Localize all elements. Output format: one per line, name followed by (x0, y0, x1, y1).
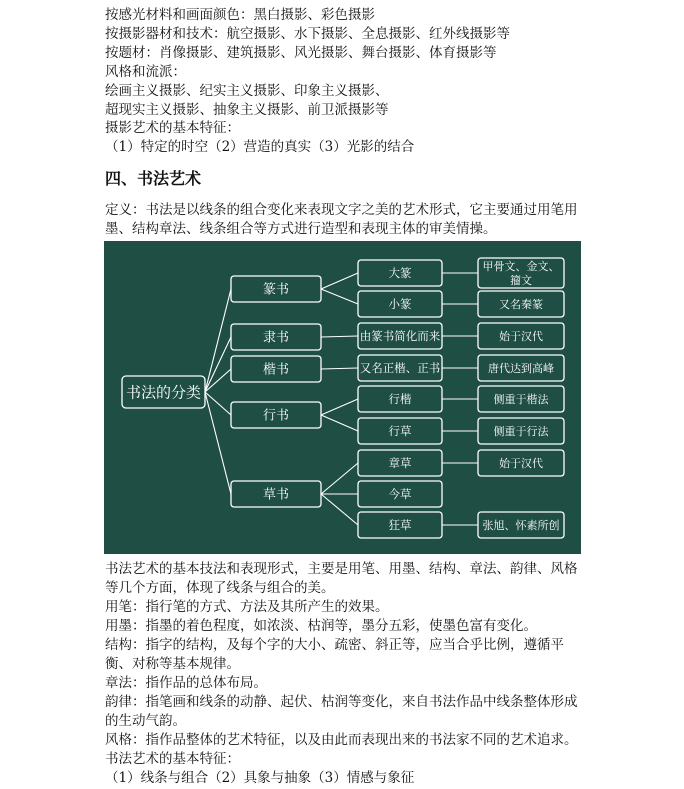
note-label: 唐代达到高峰 (488, 361, 554, 375)
features-list-line: （1）线条与组合（2）具象与抽象（3）情感与象征 (105, 770, 415, 786)
leaf-label: 大篆 (388, 266, 412, 281)
text-line-2: 按摄影器材和技术：航空摄影、水下摄影、全息摄影、红外线摄影等 (105, 26, 510, 42)
definition-paragraph: 定义：书法是以线条的组合变化来表现文字之美的艺术形式，它主要通过用笔用墨、结构章法、线条组合等方式进行造型和表现主体的审美情操。 (105, 202, 578, 237)
text-line-3: 按题材：肖像摄影、建筑摄影、风光摄影、舞台摄影、体育摄影等 (105, 45, 497, 61)
branch-label: 楷书 (262, 362, 290, 378)
note-label: 张旭、怀素所创 (482, 518, 560, 532)
leaf-label: 行草 (388, 424, 412, 439)
text-line-8: （1）特定的时空（2）营造的真实（3）光影的结合 (105, 139, 415, 155)
text-line-6: 超现实主义摄影、抽象主义摄影、前卫派摄影等 (105, 102, 389, 118)
note-label: 侧重于楷法 (493, 392, 549, 406)
leaf-label: 行楷 (388, 392, 412, 407)
leaf-label: 小篆 (388, 297, 412, 312)
note-label: 甲骨文、金文、籀文 (482, 259, 560, 287)
composition-line: 章法：指作品的总体布局。 (105, 675, 267, 691)
brush-use-line: 用笔：指行笔的方式、方法及其所产生的效果。 (105, 599, 389, 615)
leaf-label: 狂草 (388, 518, 412, 533)
note-label: 始于汉代 (499, 329, 543, 343)
text-line-5: 绘画主义摄影、纪实主义摄影、印象主义摄影、 (105, 83, 389, 99)
ink-use-line: 用墨：指墨的着色程度，如浓淡、枯润等，墨分五彩，使墨色富有变化。 (105, 618, 537, 634)
text-line-1: 按感光材料和画面颜色：黑白摄影、彩色摄影 (105, 7, 375, 23)
branch-label: 行书 (262, 408, 290, 424)
section-heading: 四、书法艺术 (105, 169, 202, 188)
style-line: 风格：指作品整体的艺术特征，以及由此而表现出来的书法家不同的艺术追求。 (105, 732, 578, 748)
leaf-label: 章草 (388, 456, 412, 471)
root-label: 书法的分类 (125, 383, 202, 402)
techniques-paragraph: 书法艺术的基本技法和表现形式，主要是用笔、用墨、结构、章法、韵律、风格等几个方面，体现了线条与组合的美。 (105, 561, 578, 596)
branch-label: 隶书 (262, 330, 290, 346)
leaf-label: 又名正楷、正书 (359, 361, 441, 376)
leaf-label: 今草 (388, 487, 412, 502)
leaf-label: 由篆书简化而来 (359, 329, 441, 344)
text-line-4: 风格和流派： (105, 64, 186, 80)
features-title-line: 书法艺术的基本特征： (105, 751, 240, 767)
text-line-7: 摄影艺术的基本特征： (105, 120, 240, 136)
structure-paragraph: 结构：指字的结构，及每个字的大小、疏密、斜正等，应当合乎比例，遵循平衡、对称等基本规律。 (105, 637, 564, 672)
branch-label: 草书 (262, 487, 290, 503)
calligraphy-classification-diagram (104, 241, 581, 554)
note-label: 始于汉代 (499, 456, 543, 470)
rhythm-paragraph: 韵律：指笔画和线条的动静、起伏、枯润等变化，来自书法作品中线条整体形成的生动气韵。 (105, 694, 578, 729)
branch-label: 篆书 (262, 282, 290, 298)
note-label: 侧重于行法 (493, 424, 549, 438)
note-label: 又名秦篆 (499, 297, 543, 311)
